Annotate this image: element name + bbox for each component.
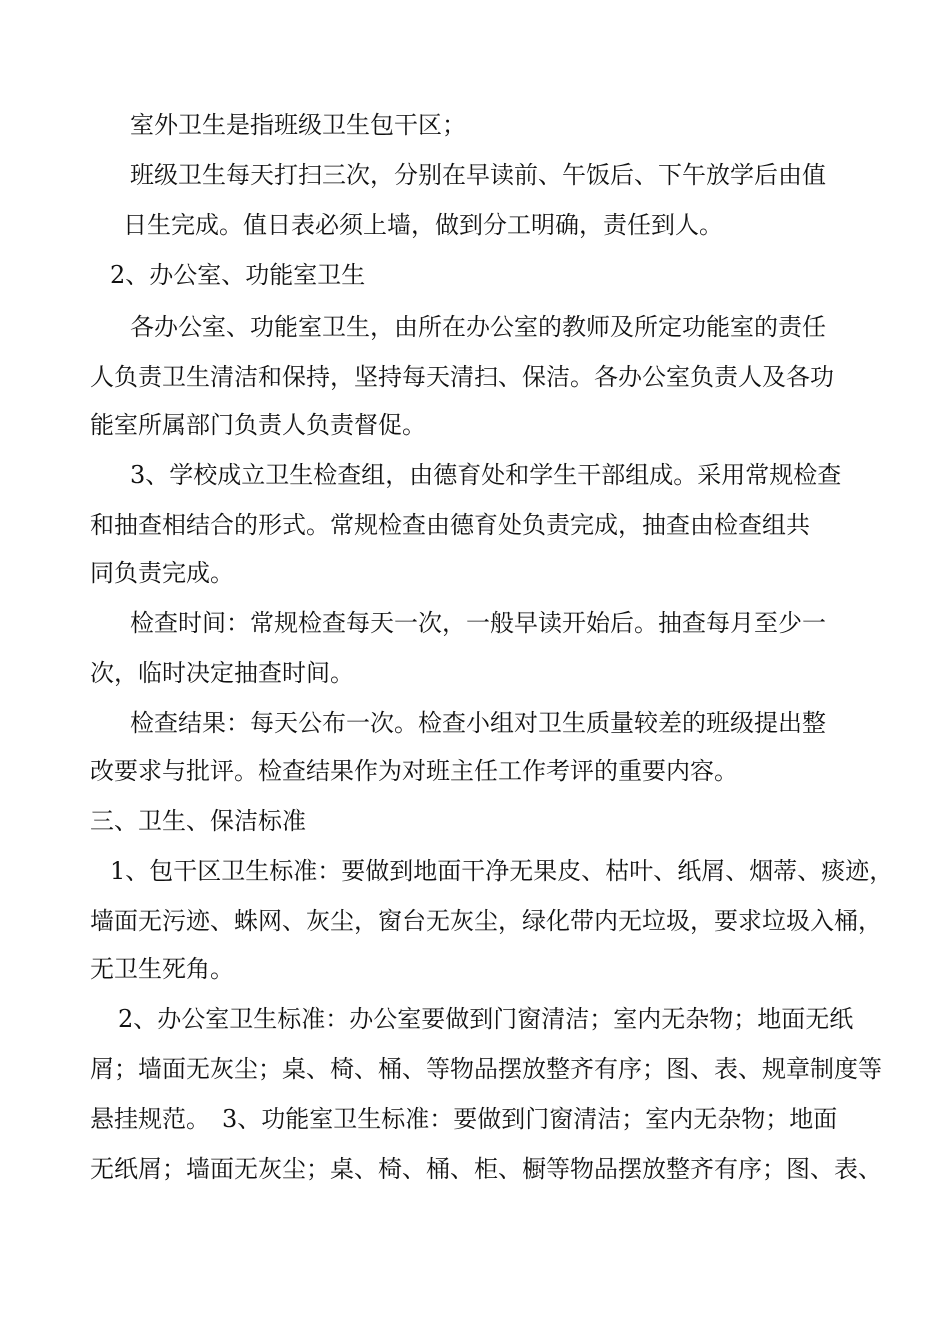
text-line: 能室所属部门负责人负责督促。 [90, 411, 426, 439]
text-line: 1、包干区卫生标准：要做到地面干净无果皮、枯叶、纸屑、烟蒂、痰迹， [110, 857, 894, 885]
text-line: 和抽查相结合的形式。常规检查由德育处负责完成，抽查由检查组共 [90, 511, 810, 539]
section-heading: 2、办公室、功能室卫生 [110, 261, 366, 289]
text-line: 人负责卫生清洁和保持，坚持每天清扫、保洁。各办公室负责人及各功 [90, 363, 834, 391]
text-line: 墙面无污迹、蛛网、灰尘，窗台无灰尘，绿化带内无垃圾，要求垃圾入桶， [90, 907, 882, 935]
text-line: 检查结果：每天公布一次。检查小组对卫生质量较差的班级提出整 [130, 709, 826, 737]
section-heading: 三、卫生、保洁标准 [90, 807, 306, 835]
text-line: 悬挂规范。 3、功能室卫生标准：要做到门窗清洁；室内无杂物；地面 [90, 1105, 838, 1133]
text-line: 无纸屑；墙面无灰尘；桌、椅、桶、柜、橱等物品摆放整齐有序；图、表、 [90, 1155, 882, 1183]
text-line: 次，临时决定抽查时间。 [90, 659, 354, 687]
text-line: 检查时间：常规检查每天一次，一般早读开始后。抽查每月至少一 [130, 609, 826, 637]
text-line: 各办公室、功能室卫生，由所在办公室的教师及所定功能室的责任 [130, 313, 826, 341]
text-line: 日生完成。值日表必须上墙，做到分工明确，责任到人。 [123, 211, 723, 239]
text-line: 3、学校成立卫生检查组，由德育处和学生干部组成。采用常规检查 [130, 461, 842, 489]
text-line: 室外卫生是指班级卫生包干区； [130, 111, 466, 139]
text-line: 班级卫生每天打扫三次，分别在早读前、午饭后、下午放学后由值 [130, 161, 826, 189]
text-line: 无卫生死角。 [90, 955, 234, 983]
text-line: 屑；墙面无灰尘；桌、椅、桶、等物品摆放整齐有序；图、表、规章制度等 [90, 1055, 882, 1083]
text-line: 同负责完成。 [90, 559, 234, 587]
text-line: 改要求与批评。检查结果作为对班主任工作考评的重要内容。 [90, 757, 738, 785]
text-line: 2、办公室卫生标准：办公室要做到门窗清洁；室内无杂物；地面无纸 [118, 1005, 854, 1033]
